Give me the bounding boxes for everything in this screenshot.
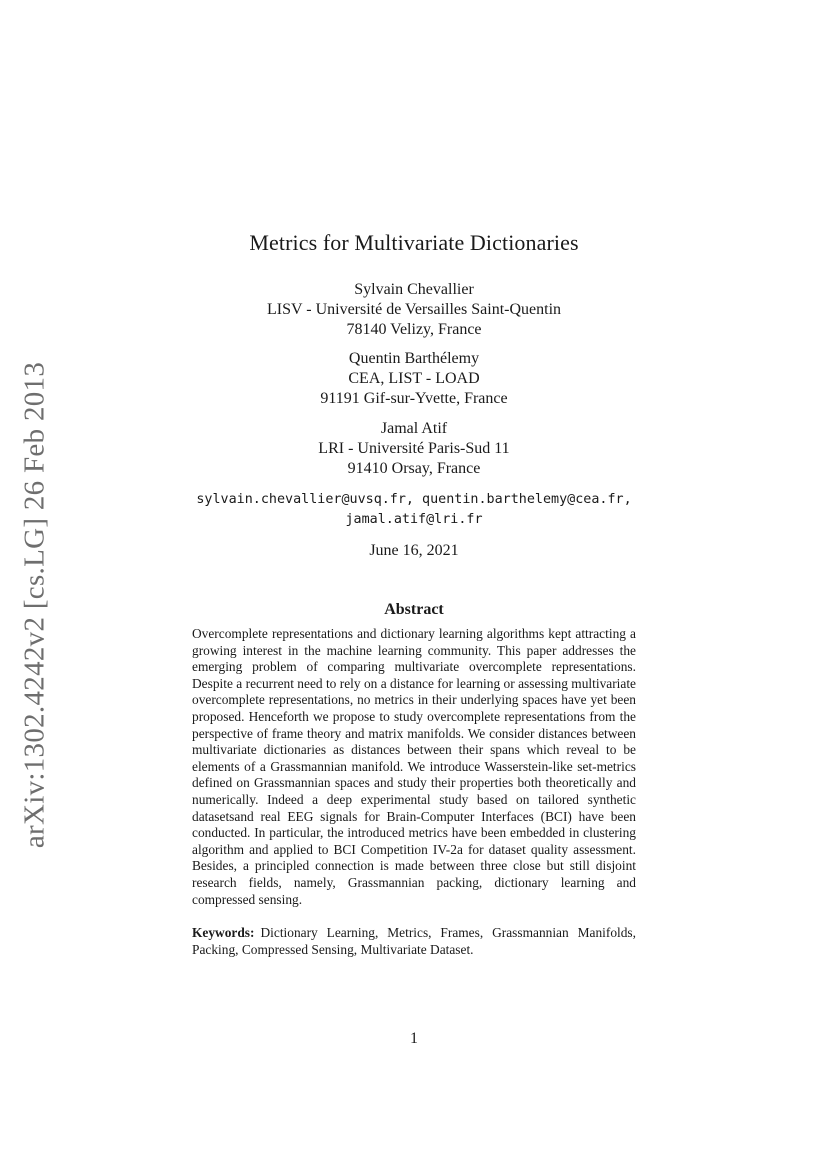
keywords-label: Keywords: — [192, 925, 255, 940]
author-block — [0, 349, 828, 409]
email-line: sylvain.chevallier@uvsq.fr, quentin.barthelemy@cea.fr, — [196, 492, 632, 507]
author-address: 78140 Velizy, France — [346, 321, 482, 338]
page-number: 1 — [410, 1030, 418, 1047]
author-block — [0, 280, 828, 340]
author-affiliation: LISV - Université de Versailles Saint-Quentin — [266, 301, 562, 318]
paper-title: Metrics for Multivariate Dictionaries — [249, 230, 579, 255]
abstract-heading: Abstract — [384, 601, 444, 618]
author-name: Jamal Atif — [380, 420, 448, 437]
paper-date: June 16, 2021 — [369, 542, 459, 559]
keywords-text: Dictionary Learning, Metrics, Frames, Grassmannian Manifolds, Packing, Compressed Sensing, Multivariate Dataset. — [192, 925, 636, 957]
author-emails — [0, 490, 828, 530]
author-affiliation: LRI - Université Paris-Sud 11 — [318, 440, 510, 457]
author-address: 91410 Orsay, France — [347, 460, 481, 477]
author-block — [0, 419, 828, 479]
keywords-paragraph — [192, 925, 636, 958]
arxiv-identifier-stamp: arXiv:1302.4242v2 [cs.LG] 26 Feb 2013 — [18, 361, 51, 849]
email-line: jamal.atif@lri.fr — [345, 512, 483, 527]
abstract-text: Overcomplete representations and dictionary learning algorithms kept attracting a growing interest in the machine learning community. This paper addresses the emerging problem of comparing multivariate overcomplete representations. Despite a recurrent need to rely on a distance for learning or assessing multivariate overcomplete representations, no metrics in their underlying spaces have yet been proposed. Henceforth we propose to study overcomplete representations from the perspective of frame theory and matrix manifolds. We consider distances between multivariate dictionaries as distances between their spans which reveal to be elements of a Grassmannian manifold. We introduce Wasserstein-like set-metrics defined on Grassmannian spaces and study their properties both theoretically and numerically. Indeed a deep experimental study based on tailored synthetic datasetsand real EEG signals for Brain-Computer Interfaces (BCI) have been conducted. In particular, the introduced metrics have been embedded in clustering algorithm and applied to BCI Competition IV-2a for dataset quality assessment. Besides, a principled connection is made between three close but still disjoint research fields, namely, Grassmannian packing, dictionary learning and compressed sensing. — [192, 626, 636, 907]
author-name: Quentin Barthélemy — [348, 350, 480, 367]
author-affiliation: CEA, LIST - LOAD — [348, 370, 480, 387]
author-address: 91191 Gif-sur-Yvette, France — [320, 390, 508, 407]
author-name: Sylvain Chevallier — [354, 281, 474, 298]
